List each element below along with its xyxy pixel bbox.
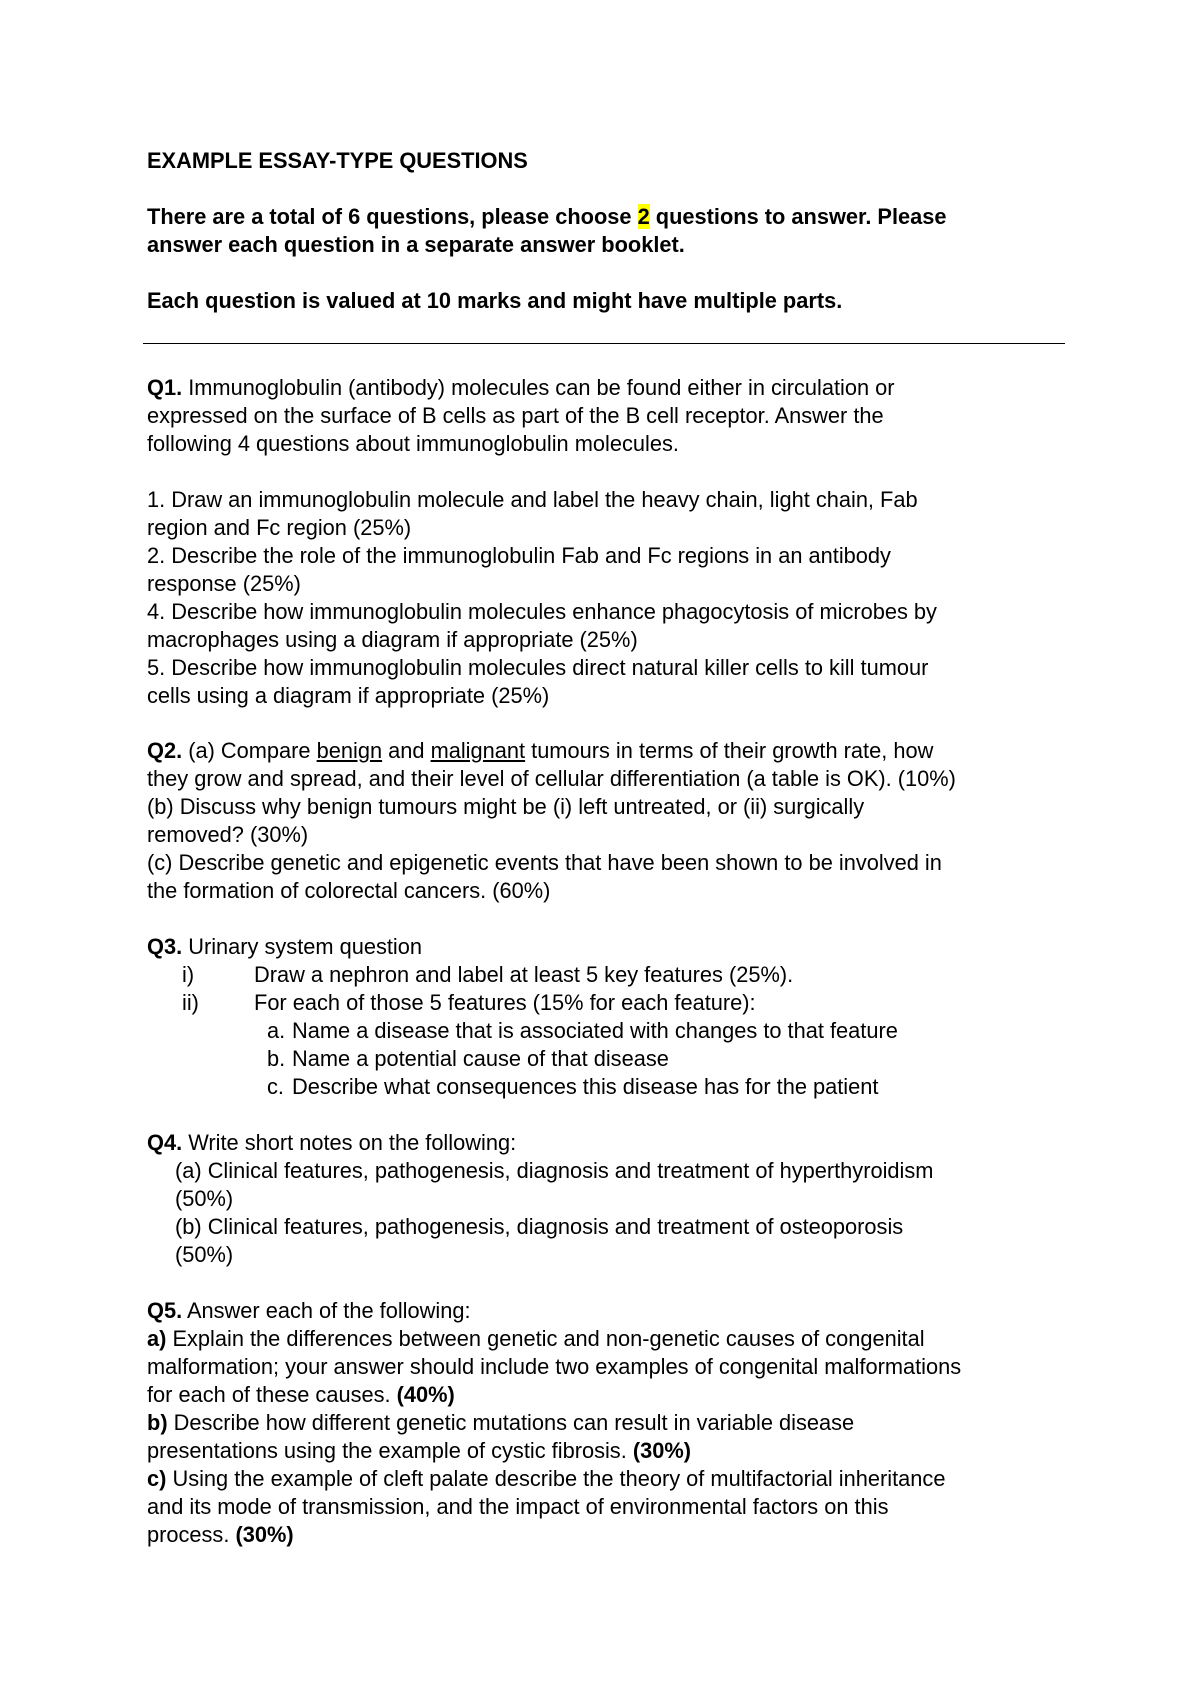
q1-item-line: 2. Describe the role of the immunoglobulin Fab and Fc regions in an antibody (147, 543, 891, 568)
q5-line (147, 1409, 854, 1437)
q2-line: (b) Discuss why benign tumours might be (i) left untreated, or (ii) surgically (147, 794, 865, 819)
q4-line: (b) Clinical features, pathogenesis, diagnosis and treatment of osteoporosis (175, 1214, 904, 1239)
q1-item-line: response (25%) (147, 571, 301, 596)
q1-intro-line: following 4 questions about immunoglobulin molecules. (147, 431, 679, 456)
page-title: EXAMPLE ESSAY-TYPE QUESTIONS (147, 148, 528, 173)
q2-line: (c) Describe genetic and epigenetic events that have been shown to be involved in (147, 850, 942, 875)
q5-line: and its mode of transmission, and the impact of environmental factors on this (147, 1494, 889, 1519)
q1-intro-line (147, 374, 895, 402)
instructions-text: questions to answer. Please (649, 204, 947, 229)
horizontal-divider (143, 343, 1065, 344)
q3-intro-text: Urinary system question (182, 934, 422, 959)
instructions-line-3: Each question is valued at 10 marks and might have multiple parts. (147, 288, 843, 313)
q2-line (147, 737, 933, 765)
q1-intro-line: expressed on the surface of B cells as part of the B cell receptor. Answer the (147, 403, 884, 428)
instructions-line-1 (147, 203, 947, 231)
q5-part-a-percent: (40%) (396, 1382, 455, 1407)
q3-sub-text: Name a potential cause of that disease (292, 1046, 669, 1071)
q1-item-line: macrophages using a diagram if appropriate (25%) (147, 627, 638, 652)
q2-text: tumours in terms of their growth rate, how (525, 738, 934, 763)
q1-label: Q1. (147, 375, 183, 400)
q5-text: Explain the differences between genetic and non-genetic causes of congenital (166, 1326, 925, 1351)
q2-text: and (382, 738, 431, 763)
q4-label: Q4. (147, 1130, 183, 1155)
q5-line: malformation; your answer should include two examples of congenital malformations (147, 1354, 962, 1379)
q3-roman-text: Draw a nephron and label at least 5 key features (25%). (254, 962, 794, 987)
q5-part-b-label: b) (147, 1410, 168, 1435)
q1-item-line: cells using a diagram if appropriate (25%) (147, 683, 550, 708)
q5-text: Using the example of cleft palate describe the theory of multifactorial inheritance (166, 1466, 946, 1491)
q3-roman-text: For each of those 5 features (15% for each feature): (254, 990, 756, 1015)
q3-sub-marker: b. (267, 1046, 286, 1071)
q2-text: (a) Compare (182, 738, 317, 763)
q5-text: process. (147, 1522, 236, 1547)
q2-label: Q2. (147, 738, 183, 763)
q3-roman-marker: ii) (182, 990, 199, 1015)
q5-intro-line (147, 1297, 471, 1325)
q5-label: Q5. (147, 1298, 183, 1323)
q2-line: they grow and spread, and their level of cellular differentiation (a table is OK). (10%) (147, 766, 956, 791)
q5-part-a-label: a) (147, 1326, 167, 1351)
q4-line: (a) Clinical features, pathogenesis, diagnosis and treatment of hyperthyroidism (175, 1158, 934, 1183)
q3-roman-marker: i) (182, 962, 195, 987)
q1-item-line: region and Fc region (25%) (147, 515, 412, 540)
q5-line (147, 1437, 691, 1465)
q3-sub-marker: a. (267, 1018, 286, 1043)
q5-line (147, 1465, 945, 1493)
q1-item-line: 5. Describe how immunoglobulin molecules direct natural killer cells to kill tumour (147, 655, 929, 680)
q5-line (147, 1521, 294, 1549)
underlined-word-malignant: malignant (430, 738, 526, 763)
q5-part-c-label: c) (147, 1466, 167, 1491)
q5-intro-text: Answer each of the following: (182, 1298, 471, 1323)
q4-intro-line (147, 1129, 516, 1157)
q2-line: removed? (30%) (147, 822, 309, 847)
q4-line: (50%) (175, 1186, 234, 1211)
highlighted-number: 2 (637, 204, 650, 229)
q3-intro-line (147, 933, 422, 961)
q3-sub-text: Describe what consequences this disease has for the patient (292, 1074, 879, 1099)
q3-sub-text: Name a disease that is associated with changes to that feature (292, 1018, 898, 1043)
q4-line: (50%) (175, 1242, 234, 1267)
q5-part-c-percent: (30%) (235, 1522, 294, 1547)
q2-line: the formation of colorectal cancers. (60%) (147, 878, 551, 903)
instructions-line-2: answer each question in a separate answer booklet. (147, 232, 685, 257)
q1-item-line: 1. Draw an immunoglobulin molecule and label the heavy chain, light chain, Fab (147, 487, 918, 512)
q1-item-line: 4. Describe how immunoglobulin molecules enhance phagocytosis of microbes by (147, 599, 937, 624)
q5-text: Describe how different genetic mutations can result in variable disease (167, 1410, 855, 1435)
q4-intro-text: Write short notes on the following: (182, 1130, 517, 1155)
q3-sub-marker: c. (267, 1074, 284, 1099)
q5-text: presentations using the example of cystic fibrosis. (147, 1438, 633, 1463)
underlined-word-benign: benign (316, 738, 383, 763)
q5-text: for each of these causes. (147, 1382, 397, 1407)
q5-part-b-percent: (30%) (632, 1438, 691, 1463)
q3-label: Q3. (147, 934, 183, 959)
instructions-text: There are a total of 6 questions, please choose (147, 204, 638, 229)
q5-line (147, 1381, 455, 1409)
q5-line (147, 1325, 925, 1353)
q1-intro-text: Immunoglobulin (antibody) molecules can be found either in circulation or (182, 375, 895, 400)
